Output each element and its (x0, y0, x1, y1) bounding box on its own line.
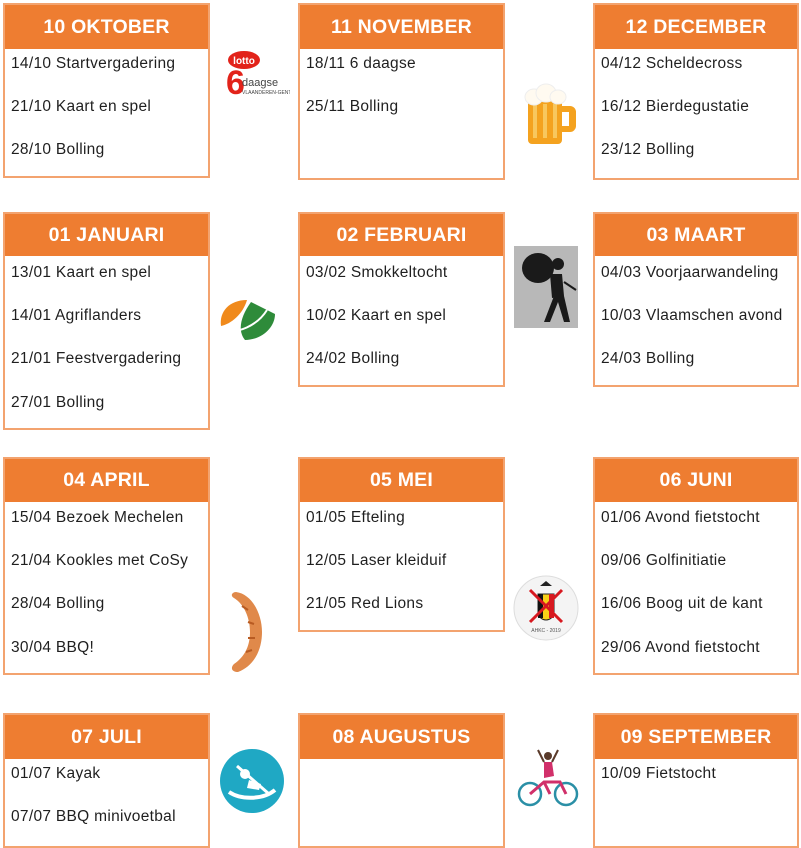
event-item: 29/06 Avond fietstocht (601, 638, 760, 656)
month-title: 03 MAART (595, 214, 797, 256)
month-title: 09 SEPTEMBER (595, 715, 797, 759)
event-item: 28/10 Bolling (11, 141, 105, 158)
month-card (3, 713, 210, 848)
event-item: 28/04 Bolling (11, 595, 105, 613)
month-card (593, 212, 799, 387)
month-title: 04 APRIL (5, 459, 208, 502)
month-title: 12 DECEMBER (595, 5, 797, 49)
event-item: 13/01 Kaart en spel (11, 264, 152, 281)
month-card (298, 212, 505, 387)
event-item: 24/03 Bolling (601, 350, 695, 368)
event-item: 09/06 Golfinitiatie (601, 552, 727, 570)
agriflanders-logo (217, 296, 279, 342)
month-card (3, 3, 210, 178)
cyclist-image (516, 746, 580, 808)
hockey-ball-logo (512, 574, 580, 642)
event-item: 01/07 Kayak (11, 765, 101, 782)
lotto-word: daagse (242, 77, 279, 89)
event-item: 07/07 BBQ minivoetbal (11, 808, 176, 825)
lotto-digit: 6 (226, 64, 245, 100)
month-card (593, 3, 799, 180)
event-item: 01/06 Avond fietstocht (601, 509, 760, 526)
lotto-subtitle: VLAANDEREN-GENT (242, 90, 290, 96)
event-item: 04/12 Scheldecross (601, 55, 743, 72)
event-item: 16/12 Bierdegustatie (601, 98, 750, 115)
event-item: 14/10 Startvergadering (11, 55, 176, 72)
event-item: 18/11 6 daagse (306, 55, 416, 72)
event-item: 10/09 Fietstocht (601, 765, 717, 782)
hockey-logo-text: AHKC - 2019 (531, 628, 561, 634)
event-item: 23/12 Bolling (601, 141, 695, 158)
smuggler-silhouette-image (514, 246, 578, 328)
event-item: 25/11 Bolling (306, 98, 399, 115)
month-card (593, 457, 799, 675)
event-item: 10/03 Vlaamschen avond (601, 307, 783, 325)
month-title: 07 JULI (5, 715, 208, 759)
event-item: 24/02 Bolling (306, 350, 400, 368)
event-item: 21/04 Kookles met CoSy (11, 552, 189, 570)
event-item: 10/02 Kaart en spel (306, 307, 447, 325)
month-card (298, 713, 505, 848)
event-item: 21/10 Kaart en spel (11, 98, 152, 115)
month-title: 06 JUNI (595, 459, 797, 502)
event-item: 16/06 Boog uit de kant (601, 595, 763, 613)
event-item: 04/03 Voorjaarwandeling (601, 264, 779, 281)
month-card (3, 212, 210, 430)
month-card (3, 457, 210, 675)
event-item: 03/02 Smokkeltocht (306, 264, 448, 281)
month-title: 05 MEI (300, 459, 503, 502)
sausage-image (228, 586, 272, 676)
event-item: 01/05 Efteling (306, 509, 405, 526)
event-item: 12/05 Laser kleiduif (306, 552, 447, 570)
event-item: 15/04 Bezoek Mechelen (11, 509, 184, 526)
month-card (593, 713, 799, 848)
month-title: 01 JANUARI (5, 214, 208, 256)
lotto-6-daagse-logo (216, 46, 290, 100)
month-card (298, 457, 505, 632)
month-title: 11 NOVEMBER (300, 5, 503, 49)
kayak-icon (219, 748, 285, 814)
event-item: 14/01 Agriflanders (11, 307, 142, 325)
event-item: 21/05 Red Lions (306, 595, 424, 613)
month-card (298, 3, 505, 180)
event-item: 21/01 Feestvergadering (11, 350, 182, 368)
lotto-brand-text: lotto (233, 56, 255, 67)
beer-mug-image (520, 80, 580, 148)
month-title: 08 AUGUSTUS (300, 715, 503, 759)
event-item: 27/01 Bolling (11, 393, 105, 411)
month-title: 10 OKTOBER (5, 5, 208, 49)
month-title: 02 FEBRUARI (300, 214, 503, 256)
event-item: 30/04 BBQ! (11, 638, 95, 656)
